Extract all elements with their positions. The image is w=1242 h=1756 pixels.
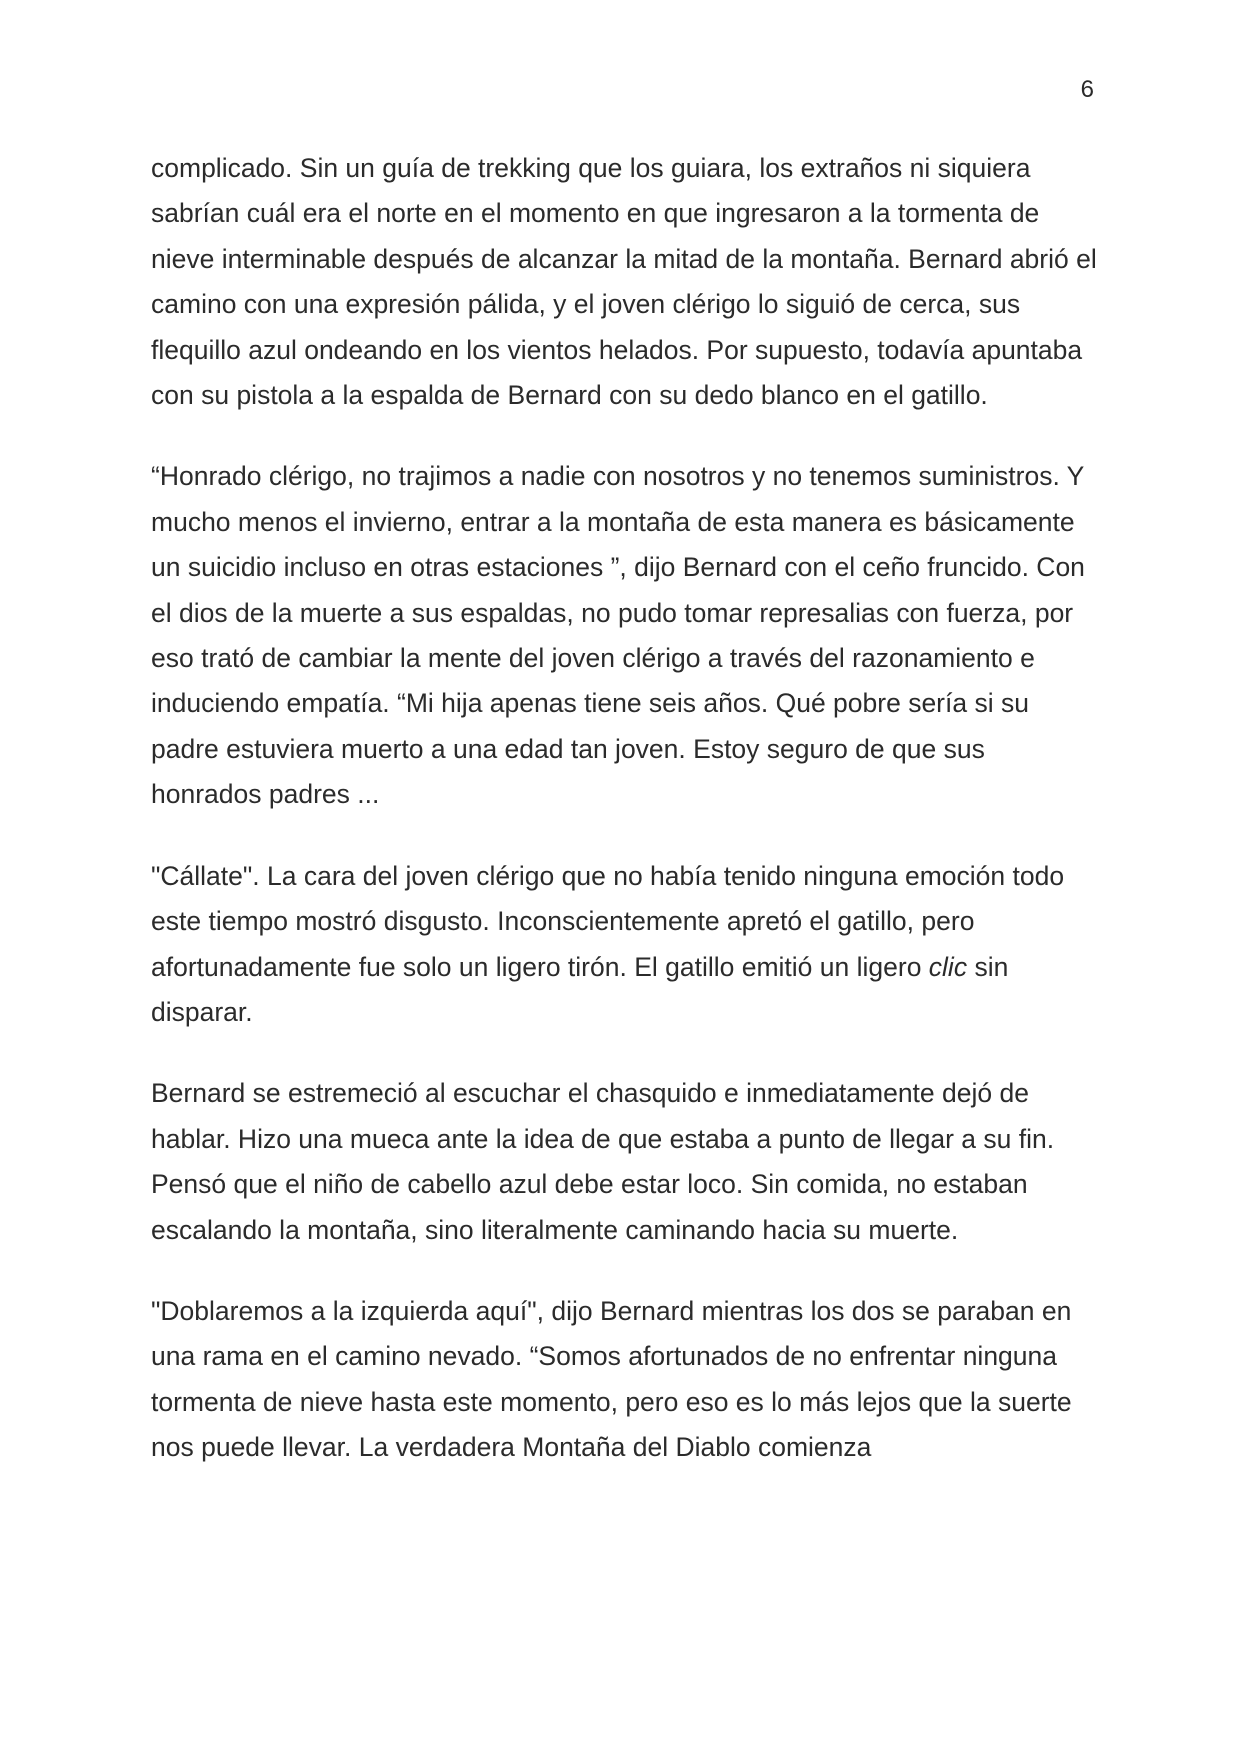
paragraph-2: “Honrado clérigo, no trajimos a nadie con nosotros y no tenemos suministros. Y mucho menos el invierno, entrar a la montaña de esta manera es básicamente un suicidio incluso en otras estaciones ”, dijo Bernard con el ceño fruncido. Con el dios de la muerte a sus espaldas, no pudo tomar represalias con fuerza, por eso trató de cambiar la mente del joven clérigo a través del razonamiento e induciendo empatía. “Mi hija apenas tiene seis años. Qué pobre sería si su padre estuviera muerto a una edad tan joven. Estoy seguro de que sus honrados padres ...: [151, 461, 1085, 810]
body-text: [151, 146, 1101, 1507]
paragraph-3-text-before: "Cállate". La cara del joven clérigo que no había tenido ninguna emoción todo este tiempo mostró disgusto. Inconscientemente apretó el gatillo, pero afortunadamente fue solo un ligero tirón. El gatillo emitió un ligero: [151, 860, 1065, 982]
paragraph-3-text-after: sin disparar.: [151, 951, 1009, 1027]
paragraph-4: Bernard se estremeció al escuchar el chasquido e inmediatamente dejó de hablar. Hizo una mueca ante la idea de que estaba a punto de llegar a su fin. Pensó que el niño de cabello azul debe estar loco. Sin comida, no estaban escalando la montaña, sino literalmente caminando hacia su muerte.: [151, 1078, 1055, 1245]
paragraph-3: [151, 854, 1101, 1036]
page-number: 6: [1080, 76, 1094, 103]
paragraph-3-italic-word: clic: [928, 951, 968, 982]
paragraph-1: complicado. Sin un guía de trekking que los guiara, los extraños ni siquiera sabrían cuál era el norte en el momento en que ingresaron a la tormenta de nieve interminable después de alcanzar la mitad de la montaña. Bernard abrió el camino con una expresión pálida, y el joven clérigo lo siguió de cerca, sus flequillo azul ondeando en los vientos helados. Por supuesto, todavía apuntaba con su pistola a la espalda de Bernard con su dedo blanco en el gatillo.: [151, 153, 1097, 411]
paragraph-5: "Doblaremos a la izquierda aquí", dijo Bernard mientras los dos se paraban en una rama en el camino nevado. “Somos afortunados de no enfrentar ninguna tormenta de nieve hasta este momento, pero eso es lo más lejos que la suerte nos puede llevar. La verdadera Montaña del Diablo comienza: [151, 1295, 1072, 1463]
